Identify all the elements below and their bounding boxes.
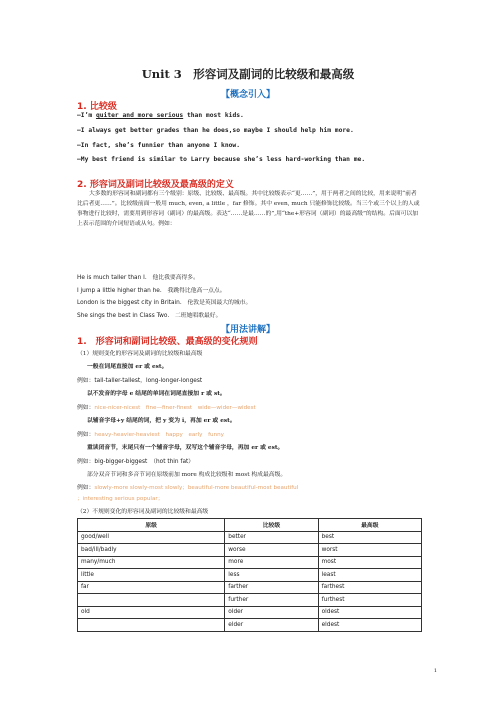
definition-example: He is much taller than I. 他比我要高得多。 bbox=[77, 275, 199, 281]
table-row: far farther farthest bbox=[78, 581, 422, 594]
table-header: 原级 bbox=[78, 519, 225, 532]
table-row: little less least bbox=[78, 569, 422, 582]
rule-example: 例如：heavy-heavier-heaviest happy early funny bbox=[77, 432, 224, 438]
rule-example: 例如：tall-taller-tallest，long-longer-longest bbox=[77, 378, 203, 384]
table-row: many/much more most bbox=[78, 556, 422, 569]
rule1-heading: （1）规则变化的形容词及副词的比较级和最高级 bbox=[77, 351, 203, 357]
rule-example: 例如：nice-nicer-nicest fine—finer-finest wide—wider—widest bbox=[77, 405, 256, 411]
definition-example: She sings the best in Class Two. 二班她唱歌最好。 bbox=[77, 313, 222, 319]
rule2-heading: （2）不规则变化的形容词及副词的比较级和最高级 bbox=[77, 509, 209, 515]
table-row: bad/ill/badly worse worst bbox=[78, 544, 422, 557]
example-line: —In fact, she’s funnier than anyone I know. bbox=[77, 142, 241, 149]
section-intro-heading: 【概念引入】 bbox=[220, 90, 275, 100]
rule-example: 例如：big-bigger-biggest （hot thin fat） bbox=[77, 459, 195, 465]
example-line: —I’m quiter and more serious than most kids. bbox=[77, 112, 244, 119]
page-number: 1 bbox=[433, 668, 437, 674]
table-row: further furthest bbox=[78, 594, 422, 607]
example-line: —My best friend is similar to Larry because she’s less hard-working than me. bbox=[77, 156, 366, 163]
table-row: elder eldest bbox=[78, 619, 422, 632]
multi-syllable-example: 例如：slowly-more slowly-most slowly；beautiful-more beautiful-most beautiful bbox=[77, 485, 299, 491]
table-header: 比较级 bbox=[225, 519, 318, 532]
rule-text: 重读闭音节，末尾只有一个辅音字母，双写这个辅音字母，再加 er 或 est。 bbox=[87, 445, 284, 451]
page-title: Unit 3 形容词及副词的比较级和最高级 bbox=[141, 67, 355, 81]
definition-example: I jump a little higher than he. 我跳得比他高一点点。 bbox=[77, 288, 226, 294]
definition-example: London is the biggest city in Britain. 伦敦是英国最大的城市。 bbox=[77, 300, 252, 306]
multi-syllable-example-cont: ；interesting serious popular； bbox=[77, 496, 164, 502]
heading-definition: 2. 形容词及副词比较级及最高级的定义 bbox=[77, 180, 234, 190]
table-header: 最高级 bbox=[318, 519, 421, 532]
rule-text: 以辅音字母+y 结尾的词，把 y 变为 i，再加 er 或 est。 bbox=[87, 418, 236, 424]
table-row: good/well better best bbox=[78, 531, 422, 544]
heading-rules: 1. 形容词和副词比较级、最高级的变化规则 bbox=[77, 337, 258, 347]
definition-paragraph: 大多数的形容词和副词都有三个级别：原级、比较级、最高级。其中比较级表示“更……”，用于两者之间的比较，用来说明“前者比后者更……”。比较级前面一般用 much, even, a little ，far 修饰。其中 even, much 只能修饰比较级。当三个或三个以上的人或事物进行比较时，需要用到形容词（副词）的最高级。表达“……是最……的”,用“the+形容词（副词）的最高级”的结构。后面可以加上表示范围的介词短语或从句。例如： bbox=[77, 191, 420, 227]
heading-comparative: 1. 比较级 bbox=[77, 102, 117, 112]
example-line: —I always get better grades than he does,so maybe I should help him more. bbox=[77, 127, 354, 134]
section-usage-heading: 【用法讲解】 bbox=[220, 325, 275, 335]
multi-syllable-rule: 部分双音节词和多音节词在原级前加 more 构成比较级和 most 构成最高级。 bbox=[87, 472, 287, 478]
table-row: old older oldest bbox=[78, 606, 422, 619]
irregular-comparison-table bbox=[77, 518, 422, 632]
rule-text: 一般在词尾直接加 er 或 est。 bbox=[87, 364, 168, 370]
rule-text: 以不发音的字母 e 结尾的单词在词尾直接加 r 或 st。 bbox=[87, 391, 226, 397]
